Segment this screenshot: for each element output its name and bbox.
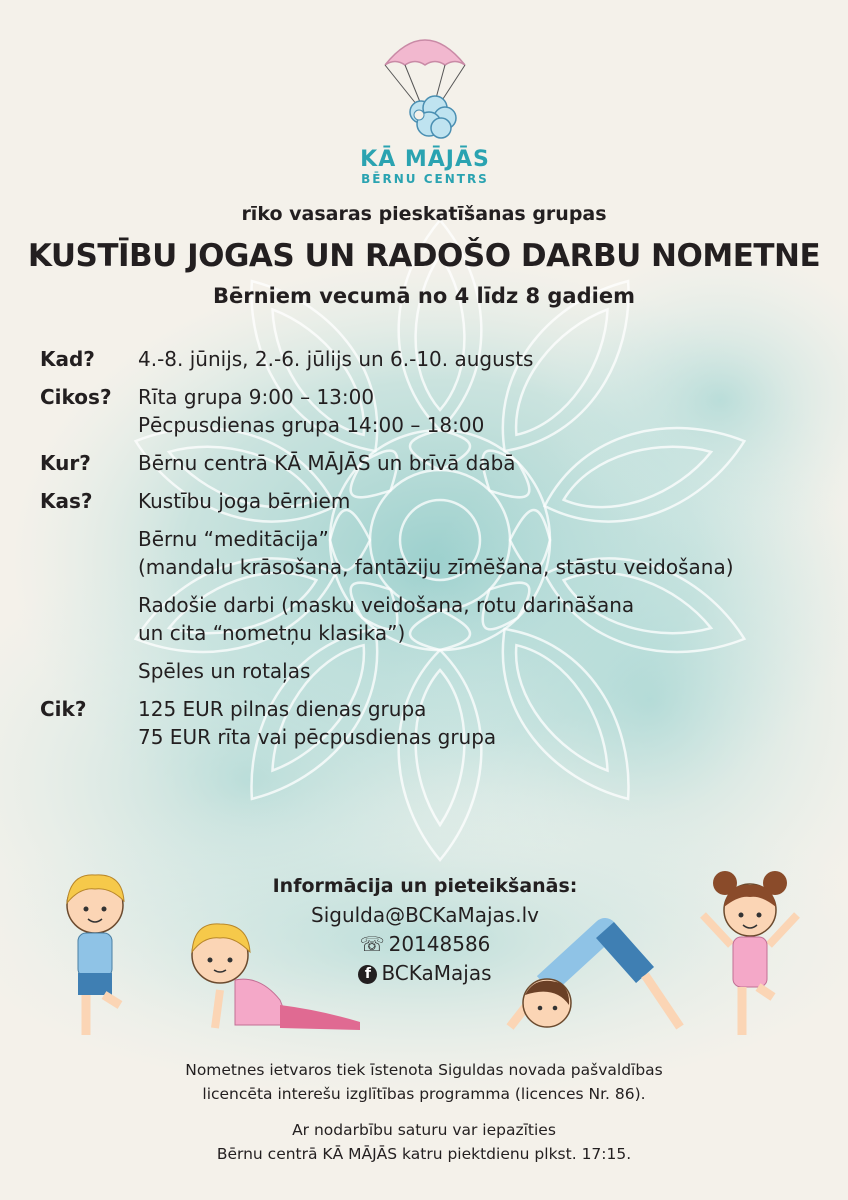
contact-title: Informācija un pieteikšanās:	[272, 875, 578, 897]
program-note	[0, 1118, 848, 1166]
child-star-pose-illustration	[695, 865, 805, 1045]
phone-line[interactable]	[250, 930, 600, 959]
parachute-sheep-icon	[365, 20, 485, 140]
detail-label: Kas?	[40, 489, 93, 513]
detail-row-what	[40, 487, 800, 685]
phone-number[interactable]: 20148586	[388, 932, 491, 956]
detail-label: Kad?	[40, 347, 95, 371]
facebook-icon: f	[358, 965, 377, 984]
detail-value: Pēcpusdienas grupa 14:00 – 18:00	[138, 413, 485, 437]
footer-line: Nometnes ietvaros tiek īstenota Siguldas novada pašvaldības	[185, 1061, 663, 1079]
detail-value: Rīta grupa 9:00 – 13:00	[138, 385, 375, 409]
activity-item: Kustību joga bērniem	[138, 489, 351, 513]
logo	[350, 20, 500, 186]
logo-title: KĀ MĀJĀS	[360, 147, 490, 172]
detail-row-time	[40, 383, 800, 439]
logo-subtitle: BĒRNU CENTRS	[361, 172, 489, 186]
license-note	[0, 1058, 848, 1106]
detail-row-where	[40, 449, 800, 477]
detail-value: Bērnu centrā KĀ MĀJĀS un brīvā dabā	[138, 451, 516, 475]
activity-item: Radošie darbi (masku veidošana, rotu darināšana	[138, 593, 635, 617]
phone-icon: ☏	[359, 932, 385, 956]
detail-label: Kur?	[40, 451, 91, 475]
detail-value: 125 EUR pilnas dienas grupa	[138, 697, 427, 721]
facebook-handle[interactable]: BCKaMajas	[381, 961, 492, 985]
detail-row-price	[40, 695, 800, 751]
details-section	[40, 345, 800, 751]
email-link[interactable]: Sigulda@BCKaMajas.lv	[311, 903, 539, 927]
child-tree-pose-illustration	[40, 865, 150, 1045]
contact-block	[250, 872, 600, 988]
activity-item: (mandalu krāsošana, fantāziju zīmēšana, stāstu veidošana)	[138, 555, 734, 579]
footer-line: Ar nodarbību saturu var iepazīties	[292, 1121, 556, 1139]
activity-item: un cita “nometņu klasika”)	[138, 621, 406, 645]
detail-label: Cikos?	[40, 385, 112, 409]
detail-value: 75 EUR rīta vai pēcpusdienas grupa	[138, 725, 497, 749]
detail-label: Cik?	[40, 697, 87, 721]
detail-row-when	[40, 345, 800, 373]
facebook-line[interactable]	[250, 959, 600, 988]
intro-text: rīko vasaras pieskatīšanas grupas	[241, 203, 607, 225]
activity-item: Spēles un rotaļas	[138, 659, 311, 683]
footer-line: Bērnu centrā KĀ MĀJĀS katru piektdienu plkst. 17:15.	[216, 1145, 632, 1163]
detail-value: 4.-8. jūnijs, 2.-6. jūlijs un 6.-10. augusts	[138, 347, 534, 371]
page-title: KUSTĪBU JOGAS UN RADOŠO DARBU NOMETNE	[27, 238, 821, 274]
activity-item: Bērnu “meditācija”	[138, 527, 329, 551]
footer-line: licencēta interešu izglītības programma (licences Nr. 86).	[202, 1085, 646, 1103]
age-subtitle: Bērniem vecumā no 4 līdz 8 gadiem	[213, 284, 635, 308]
